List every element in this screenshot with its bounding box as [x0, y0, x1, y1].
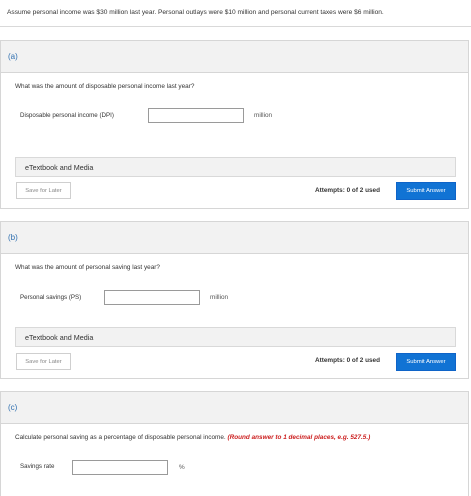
ps-label: Personal savings (PS): [20, 294, 82, 301]
etextbook-media-b[interactable]: eTextbook and Media: [15, 327, 456, 347]
part-c-header: [1, 392, 468, 424]
problem-statement: Assume personal income was $30 million last year. Personal outlays were $10 million and personal current taxes were $6 million.: [0, 0, 471, 27]
part-b-header: [1, 222, 468, 254]
part-b-letter: (b): [8, 233, 18, 242]
save-for-later-button-b[interactable]: Save for Later: [16, 353, 71, 370]
rounding-note: (Round answer to 1 decimal places, e.g. 527.5.): [227, 434, 371, 441]
part-b-question: What was the amount of personal saving last year?: [15, 264, 160, 271]
attempts-b: Attempts: 0 of 2 used: [315, 357, 380, 364]
part-b-section: [0, 221, 469, 379]
ps-input[interactable]: [104, 290, 200, 305]
ps-unit: million: [210, 294, 229, 301]
submit-answer-button-a[interactable]: Submit Answer: [396, 182, 456, 200]
part-a-section: [0, 40, 469, 209]
save-for-later-button-a[interactable]: Save for Later: [16, 182, 71, 199]
savings-rate-input[interactable]: [72, 460, 168, 475]
part-c-question: [15, 434, 370, 441]
part-a-question: What was the amount of disposable personal income last year?: [15, 83, 195, 90]
dpi-label: Disposable personal income (DPI): [20, 112, 114, 119]
part-c-letter: (c): [8, 403, 18, 412]
dpi-unit: million: [254, 112, 273, 119]
savings-rate-label: Savings rate: [20, 463, 55, 470]
submit-answer-button-b[interactable]: Submit Answer: [396, 353, 456, 371]
etextbook-media-a[interactable]: eTextbook and Media: [15, 157, 456, 177]
dpi-input[interactable]: [148, 108, 244, 123]
part-a-letter: (a): [8, 52, 18, 61]
part-a-header: [1, 41, 468, 73]
savings-rate-unit: %: [179, 464, 185, 471]
part-c-question-text: Calculate personal saving as a percentage of disposable personal income.: [15, 434, 226, 441]
part-c-section: [0, 391, 469, 496]
attempts-a: Attempts: 0 of 2 used: [315, 187, 380, 194]
